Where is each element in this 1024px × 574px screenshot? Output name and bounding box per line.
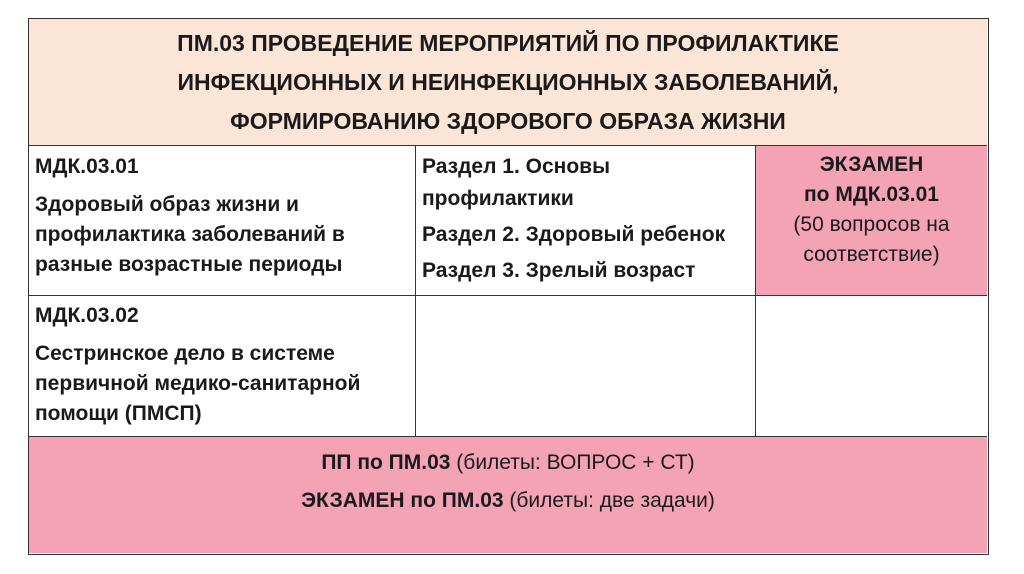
mdk-0301-title-line-3: разные возрастные периоды [35,253,343,276]
section-1-line-1: Раздел 1. Основы [422,155,611,178]
pp-bold-text: ПП по ПМ.03 [321,451,451,474]
pm-exam-bold-text: ЭКЗАМЕН по ПМ.03 [301,489,504,512]
section-3: Раздел 3. Зрелый возраст [422,259,696,282]
pm-exam-line [29,486,987,516]
mdk-0301-title-line-2: профилактика заболеваний в [35,223,345,246]
section-1-line-2: профилактики [422,187,574,210]
header-line-1: ПМ.03 ПРОВЕДЕНИЕ МЕРОПРИЯТИЙ ПО ПРОФИЛАКТИКЕ [177,30,839,56]
mdk-0302-cell [29,296,416,437]
final-exam-row [29,437,987,553]
mdk-exam-subtitle: по МДК.03.01 [803,183,939,206]
mdk-exam-title: ЭКЗАМЕН [819,153,924,176]
empty-cell-middle [416,296,756,437]
pp-normal-text: (билеты: ВОПРОС + СТ) [450,451,695,474]
mdk-0301-code: МДК.03.01 [35,155,139,178]
mdk-0302-code: МДК.03.02 [35,304,139,327]
empty-cell-right [756,296,987,437]
mdk-exam-cell [756,146,987,296]
section-2: Раздел 2. Здоровый ребенок [422,223,726,246]
mdk-0302-title-line-3: помощи (ПМСП) [35,402,202,425]
mdk-0302-title-line-2: первичной медико-санитарной [35,372,361,395]
pm-exam-normal-text: (билеты: две задачи) [503,489,715,512]
mdk-exam-note-1: (50 вопросов на [793,213,950,236]
pp-line [29,448,987,478]
curriculum-table [28,18,989,555]
mdk-0301-cell [29,146,416,296]
table-header [29,19,987,146]
mdk-0302-title-line-1: Сестринское дело в системе [35,342,335,365]
header-line-3: ФОРМИРОВАНИЮ ЗДОРОВОГО ОБРАЗА ЖИЗНИ [230,108,786,134]
sections-cell [416,146,756,296]
mdk-exam-note-2: соответствие) [803,243,940,266]
mdk-0301-title-line-1: Здоровый образ жизни и [35,193,299,216]
header-line-2: ИНФЕКЦИОННЫХ И НЕИНФЕКЦИОННЫХ ЗАБОЛЕВАНИЙ, [177,69,839,95]
